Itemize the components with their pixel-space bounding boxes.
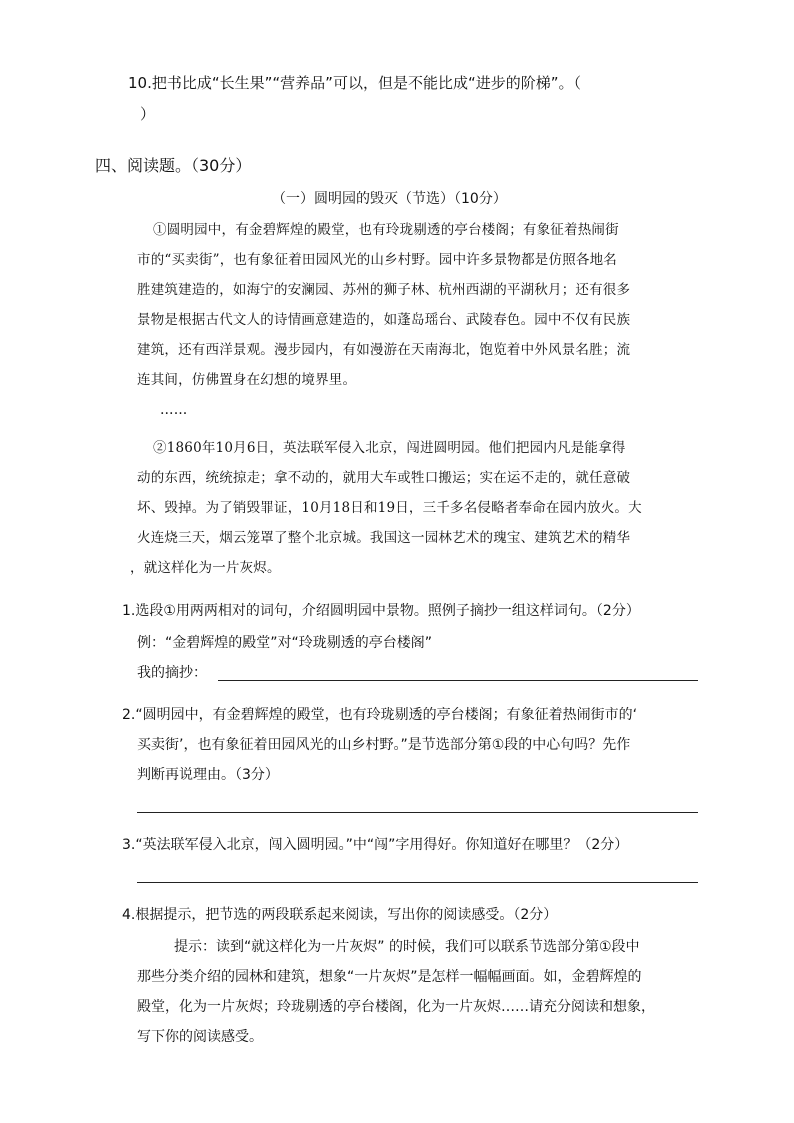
q3-text: 3.“英法联军侵入北京，闯入圆明园。”中“闯”字用得好。你知道好在哪里？（2分） — [122, 837, 629, 853]
q2-answer-line[interactable] — [137, 812, 698, 813]
q4-hint-line: 殿堂，化为一片灰烬；玲珑剔透的亭台楼阁，化为一片灰烬……请充分阅读和想象， — [137, 999, 655, 1015]
p1-line: ①圆明园中，有金碧辉煌的殿堂，也有玲珑剔透的亭台楼阁；有象征着热闹街 — [153, 222, 619, 238]
p1-line: 景物是根据古代文人的诗情画意建造的，如蓬岛瑶台、武陵春色。园中不仅有民族 — [137, 312, 631, 328]
passage-ellipsis: …… — [160, 402, 188, 418]
q3-answer-line[interactable] — [137, 882, 698, 883]
q1-text: 1.选段①用两两相对的词句，介绍圆明园中景物。照例子摘抄一组这样词句。（2分） — [122, 603, 640, 619]
q10-line2: ） — [140, 105, 156, 123]
p2-line: ，就这样化为一片灰烬。 — [130, 560, 281, 576]
p2-line: ②1860年10月6日，英法联军侵入北京，闯进圆明园。他们把园内凡是能拿得 — [153, 440, 626, 456]
p2-line: 动的东西，统统掠走；拿不动的，就用大车或牲口搬运；实在运不走的，就任意破 — [137, 470, 631, 486]
q2-text: 判断再说理由。（3分） — [137, 767, 279, 783]
p1-line: 市的“买卖街”，也有象征着田园风光的山乡村野。园中许多景物都是仿照各地名 — [137, 252, 618, 268]
q1-example: 例：“金碧辉煌的殿堂”对“玲珑剔透的亭台楼阁” — [137, 635, 433, 651]
q4-hint-line: 提示：读到“就这样化为一片灰烬” 的时候，我们可以联系节选部分第①段中 — [174, 939, 640, 955]
q2-text: 2.“圆明园中，有金碧辉煌的殿堂，也有玲珑剔透的亭台楼阁；有象征着热闹街市的‘ — [122, 707, 638, 723]
p1-line: 建筑，还有西洋景观。漫步园内，有如漫游在天南海北，饱览着中外风景名胜；流 — [137, 342, 631, 358]
section-heading: 四、阅读题。（30分） — [95, 156, 252, 175]
p2-line: 火连烧三天，烟云笼罩了整个北京城。我国这一园林艺术的瑰宝、建筑艺术的精华 — [137, 530, 631, 546]
q4-hint-line: 写下你的阅读感受。 — [137, 1029, 263, 1045]
q10-line1: 10.把书比成“长生果”“营养品”可以，但是不能比成“进步的阶梯”。（ — [128, 74, 581, 92]
p1-line: 连其间，仿佛置身在幻想的境界里。 — [137, 372, 357, 388]
q2-text: 买卖街’，也有象征着田园风光的山乡村野。”是节选部分第①段的中心句吗？先作 — [137, 737, 631, 753]
q1-answer-line[interactable] — [218, 680, 698, 681]
passage-title: （一）圆明园的毁灭（节选）（10分） — [272, 191, 507, 207]
q1-answer-label: 我的摘抄： — [137, 665, 207, 681]
q4-text: 4.根据提示，把节选的两段联系起来阅读，写出你的阅读感受。（2分） — [122, 907, 558, 923]
p2-line: 坏、毁掉。为了销毁罪证，10月18日和19日，三千多名侵略者奉命在园内放火。大 — [137, 500, 642, 516]
p1-line: 胜建筑建造的，如海宁的安澜园、苏州的狮子林、杭州西湖的平湖秋月；还有很多 — [137, 282, 631, 298]
q4-hint-line: 那些分类介绍的园林和建筑，想象“一片灰烬”是怎样一幅幅画面。如，金碧辉煌的 — [137, 969, 642, 985]
